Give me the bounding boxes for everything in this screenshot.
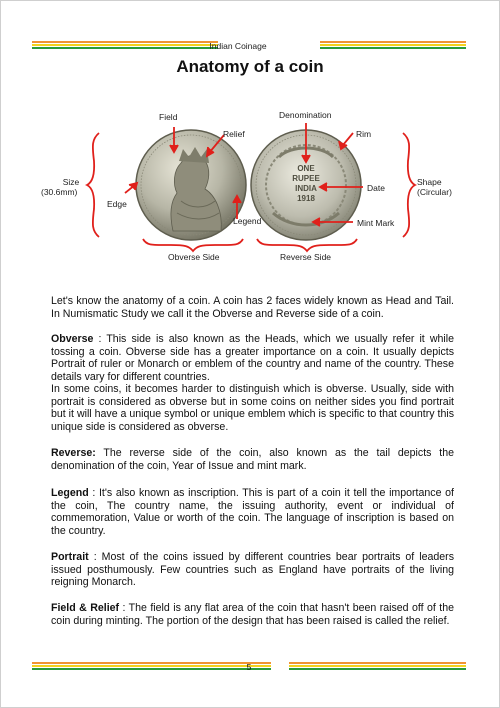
label-edge: Edge (107, 199, 127, 209)
label-legend: Legend (233, 216, 262, 226)
legend-text: : It's also known as inscription. This is part of a coin it tell the importance of the coin, The country name, the issuing authority, event or individual of commemoration, Value or worth of the coin. The language of inscription is based on the country. (51, 487, 454, 537)
label-obverse-side: Obverse Side (168, 252, 220, 262)
reverse-text: The reverse side of the coin, also known as the tail depicts the denomination of the coin, Year of Issue and mint mark. (51, 447, 454, 472)
label-shape: Shape (417, 177, 442, 187)
portrait-text: : Most of the coins issued by different countries bear portraits of leaders issued posthumously. Few countries such as England have portraits of the living reigning Monarch. (51, 551, 454, 588)
field-relief-heading: Field & Relief (51, 602, 120, 614)
label-denomination: Denomination (279, 110, 332, 120)
obverse-text-2: In some coins, it becomes harder to distinguish which is obverse. Usually, side with portrait is considered as obverse but in some coins on neither sides you find portrait but it will have a unique symbol or unique emblem which is specific to that country this unique side is considered as obverse. (51, 383, 454, 433)
portrait-heading: Portrait (51, 551, 89, 563)
paragraph-intro (51, 295, 454, 320)
field-relief-text: : The field is any flat area of the coin that hasn't been raised off of the coin during minting. The portion of the design that has been raised is called the relief. (51, 602, 454, 627)
paragraph-reverse (51, 447, 454, 472)
page-title: Anatomy of a coin (176, 57, 324, 76)
label-date: Date (367, 183, 385, 193)
label-rim: Rim (356, 129, 372, 139)
coin-text-india: INDIA (295, 184, 317, 193)
paragraph-legend (51, 487, 454, 537)
obverse-coin (136, 130, 246, 240)
label-shape-value: (Circular) (417, 187, 452, 197)
coin-text-year: 1918 (297, 194, 315, 203)
label-reverse-side: Reverse Side (280, 252, 332, 262)
coin-text-rupee: RUPEE (292, 174, 320, 183)
paragraph-portrait (51, 551, 454, 589)
intro-text: Let's know the anatomy of a coin. A coin has 2 faces widely known as Head and Tail. In Numismatic Study we call it the Obverse and Reverse side of a coin. (51, 295, 454, 320)
label-size-value: (30.6mm) (41, 187, 78, 197)
obverse-heading: Obverse (51, 333, 94, 345)
label-field: Field (159, 112, 178, 122)
running-header: Indian Coinage (209, 41, 267, 51)
paragraph-field-relief (51, 602, 454, 627)
coin-anatomy-figure (1, 101, 499, 281)
paragraph-obverse (51, 333, 454, 433)
obverse-text: : This side is also known as the Heads, which we usually refer it while tossing a coin. Obverse side has a greater importance on a coin. It usually depicts Portrait of ruler or Monarch or emblem of the country and name of the country. These details vary for different countries. (51, 333, 454, 383)
label-mint-mark: Mint Mark (357, 218, 395, 228)
page-number: 5 (246, 662, 252, 672)
legend-heading: Legend (51, 487, 89, 499)
label-relief: Relief (223, 129, 245, 139)
label-size: Size (62, 177, 80, 187)
coin-text-one: ONE (297, 164, 315, 173)
reverse-heading: Reverse: (51, 447, 96, 459)
